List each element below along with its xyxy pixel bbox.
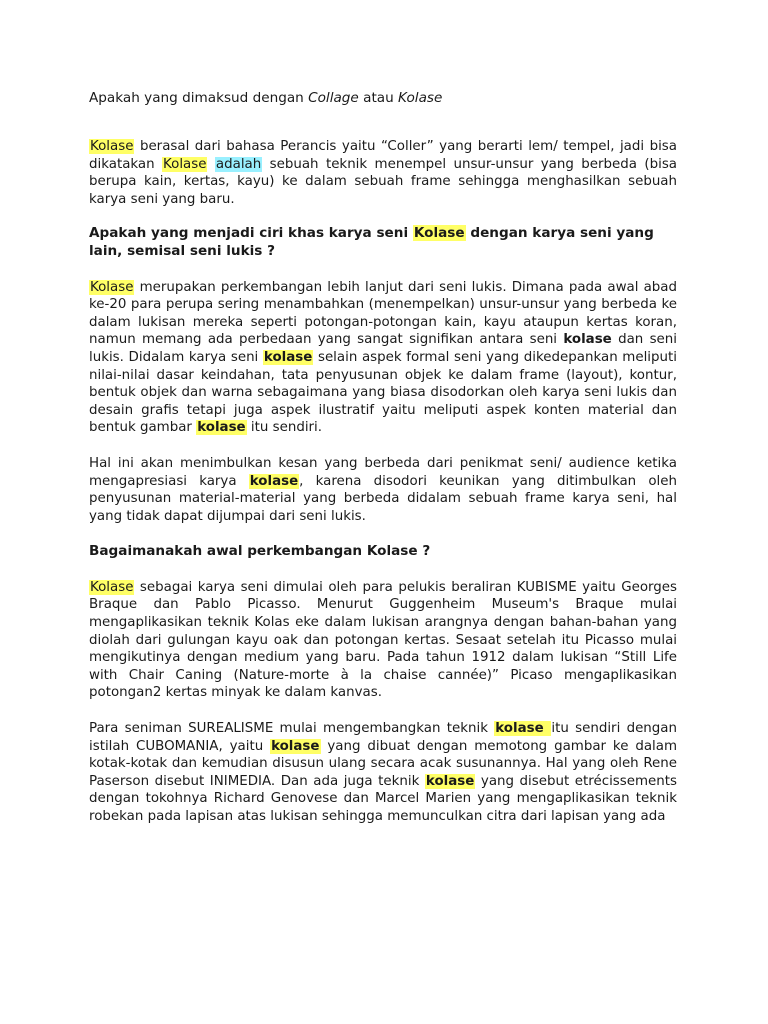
paragraph-text <box>207 157 214 172</box>
paragraph-characteristics <box>89 279 677 437</box>
highlight-kolase: kolase <box>425 773 475 789</box>
highlight-kolase: kolase <box>271 738 320 754</box>
bold-kolase: kolase <box>563 332 612 348</box>
paragraph-text: Hal ini akan menimbulkan kesan yang berbeda dari penikmat seni/ audience ketika mengapresiasi karya <box>89 455 677 489</box>
highlight-kolase: kolase <box>249 473 299 489</box>
paragraph-text: yang disebut etrécissements dengan tokohnya Richard Genovese dan Marcel Marien yang mengaplikasikan teknik robekan pada lapisan atas lukisan sehingga memunculkan citra dari lapisan yang ada <box>89 773 677 824</box>
title-middle: atau <box>358 90 399 106</box>
highlight-kolase: Kolase <box>90 579 134 595</box>
highlight-kolase: Kolase <box>90 279 134 295</box>
highlight-adalah: adalah <box>215 156 262 172</box>
paragraph-text: dan seni lukis. Didalam karya seni <box>89 332 677 365</box>
paragraph-text: sebagai karya seni dimulai oleh para pelukis beraliran KUBISME yaitu Georges Braque dan Pablo Picasso. Menurut Guggenheim Museum's Braque mulai mengaplikasikan teknik Kolas eke dalam lukisan arangnya dengan bahan-bahan yang diolah dari gulungan kayu oak dan potongan kertas. Sesaat setelah itu Picasso mulai mengikutinya dengan medium yang baru. Pada tahun 1912 dalam lukisan “Still Life with Chair Caning (Nature-morte à la chaise cannée)” Picaso mengaplikasikan potongan2 kertas minyak ke dalam kanvas. <box>89 579 677 701</box>
question-text: dengan karya seni yang lain, semisal seni lukis ? <box>89 225 654 259</box>
highlight-kolase: Kolase <box>413 225 465 242</box>
title-term-collage: Collage <box>308 90 359 106</box>
paragraph-text: itu sendiri dengan istilah CUBOMANIA, yaitu <box>89 721 677 754</box>
highlight-kolase: Kolase <box>163 156 207 172</box>
paragraph-text: yang dibuat dengan memotong gambar ke dalam kotak-kotak dan kemudian disusun ulang secara acak susunannya. Hal yang oleh Rene Paserson disebut INIMEDIA. Dan ada juga teknik <box>89 738 677 789</box>
highlight-kolase: kolase <box>495 721 551 737</box>
paragraph-text: sebuah teknik menempel unsur-unsur yang berbeda (bisa berupa kain, kertas, kayu) ke dalam sebuah frame sehingga menghasilkan sebuah karya seni yang baru. <box>89 156 677 207</box>
paragraph-text: itu sendiri. <box>246 420 323 436</box>
question-text: Bagaimanakah awal perkembangan Kolase ? <box>89 543 431 560</box>
document-page <box>89 88 677 826</box>
paragraph-history <box>89 579 677 702</box>
paragraph-text: merupakan perkembangan lebih lanjut dari seni lukis. Dimana pada awal abad ke-20 para perupa sering menambahkan (menempelkan) unsur-unsur yang berbeda ke dalam lukisan mereka seperti potongan-potongan kain, kayu ataupun kertas koran, namun memang ada perbedaan yang sangat signifikan antara seni <box>89 279 677 348</box>
paragraph-text: selain aspek formal seni yang dikedepankan meliputi nilai-nilai dasar keindahan, tata penyusunan objek ke dalam frame (layout), kontur, bentuk objek dan warna sebagaimana yang biasa disodorkan oleh karya seni lukis dan desain grafis tetapi juga aspek ilustratif yaitu meliputi aspek konten material dan bentuk gambar <box>89 349 677 436</box>
paragraph-text: Para seniman SUREALISME mulai mengembangkan teknik <box>89 721 495 737</box>
highlight-kolase: kolase <box>197 420 246 436</box>
title-term-kolase: Kolase <box>398 90 443 106</box>
question-heading-1 <box>89 225 677 260</box>
highlight-kolase: kolase <box>263 349 313 365</box>
paragraph-text: berasal dari bahasa Perancis yaitu “Coller” yang berarti lem/ tempel, jadi bisa dikatakan <box>89 139 677 172</box>
document-title <box>89 88 677 108</box>
highlight-kolase: Kolase <box>90 139 134 154</box>
paragraph-audience <box>89 455 677 525</box>
title-prefix: Apakah yang dimaksud dengan <box>89 90 309 106</box>
question-text: Apakah yang menjadi ciri khas karya seni <box>89 225 413 242</box>
paragraph-surrealism <box>89 720 677 826</box>
question-heading-2 <box>89 543 677 561</box>
paragraph-definition <box>89 138 677 208</box>
paragraph-text: , karena disodori keunikan yang ditimbulkan oleh penyusunan material-material yang berbeda didalam sebuah frame karya seni, hal yang tidak dapat dijumpai dari seni lukis. <box>89 473 677 524</box>
